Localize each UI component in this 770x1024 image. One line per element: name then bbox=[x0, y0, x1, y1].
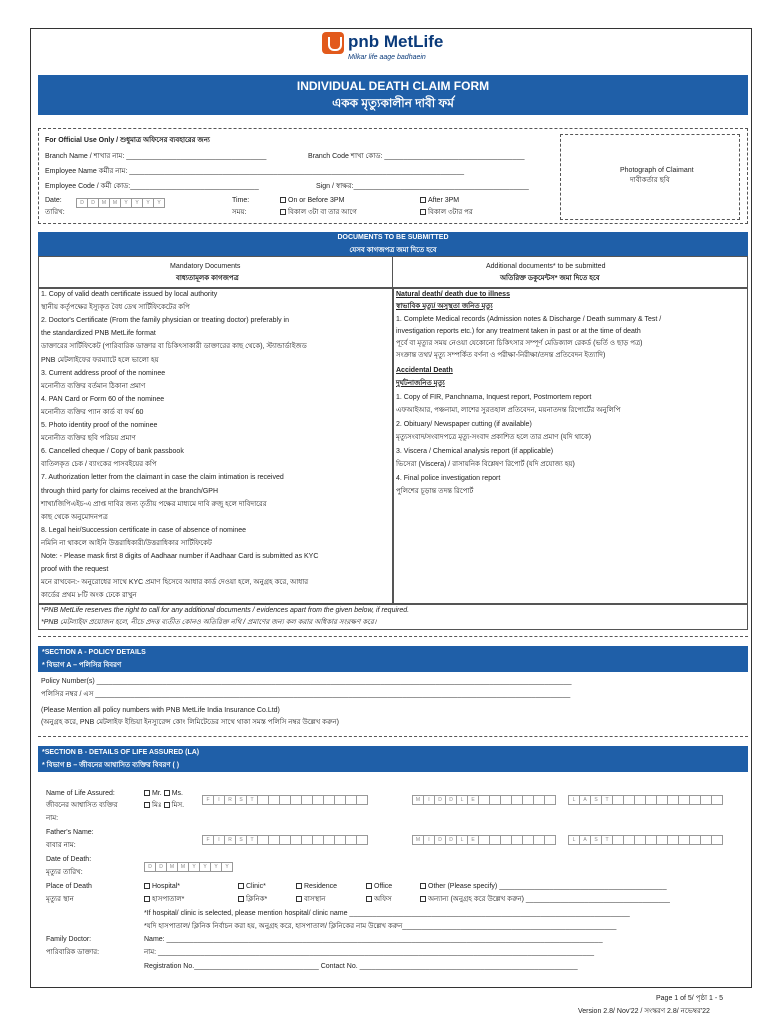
name-cell: S bbox=[590, 795, 602, 805]
father-name-label: Father's Name: bbox=[46, 829, 94, 836]
name-cell: L bbox=[568, 795, 580, 805]
natural-item-line: 1. Complete Medical records (Admission notes & Discharge / Death summary & Test / bbox=[396, 316, 662, 323]
brand-logo bbox=[322, 32, 462, 62]
name-cell: E bbox=[467, 835, 479, 845]
after-3pm-option[interactable]: After 3PM bbox=[420, 196, 459, 205]
mandatory-item-line: 5. Photo identity proof of the nominee bbox=[41, 422, 158, 429]
employee-code-field[interactable]: Employee Code / কর্মী কোড:_________________________________ bbox=[45, 183, 259, 190]
section-a-header: *SECTION A - POLICY DETAILS * বিভাগ A – পলিসির বিবরণ bbox=[38, 646, 748, 672]
name-cell: F bbox=[202, 795, 214, 805]
name-cell: A bbox=[579, 795, 591, 805]
accidental-item-line: এফআইআর, পঞ্চনামা, লাশের সুরতহাল প্রতিবেদন, ময়নাতদন্ত রিপোর্টের অনুলিপি bbox=[396, 407, 621, 414]
accidental-death-heading: Accidental Death bbox=[396, 367, 453, 374]
employee-name-field[interactable]: Employee Name কর্মীর নাম: ______________________________________________________________________________________ bbox=[45, 168, 465, 175]
accidental-item-line: পুলিশের চূড়ান্ত তদন্ত রিপোর্ট bbox=[396, 488, 474, 495]
natural-death-heading-bn: স্বাভাবিক মৃত্যু/ অসুস্থতা জনিত মৃত্যু bbox=[396, 303, 493, 310]
dod-label: Date of Death: bbox=[46, 856, 92, 863]
doctor-name-field-bn[interactable]: নাম: ________________________________________________________________________________________________________________ bbox=[144, 949, 595, 956]
name-cell: A bbox=[579, 835, 591, 845]
place-office[interactable]: Office bbox=[366, 882, 392, 891]
name-cell: R bbox=[224, 795, 236, 805]
place-office-bn[interactable]: অফিস bbox=[366, 895, 392, 904]
mandatory-item-line: মনে রাখবেন:- অনুরোধের সাথে KYC প্রমাণ হিসেবে আধার কার্ড দেওয়া হলে, অনুগ্রহ করে, আধার bbox=[41, 579, 309, 587]
policy-note-bn: (অনুগ্রহ করে, PNB মেটলাইফ ইন্ডিয়া ইনস্যুরেন্স কোং লিমিটেডের সাথে থাকা সমস্ত পলিসি নম্বর উল্লেখ করুন) bbox=[41, 719, 339, 726]
accidental-item-line: মৃত্যুসংবাদ/সংবাদপত্রে মৃত্যু-সংবাদ প্রকাশিত হলে তার প্রমাণ (যদি থাকে) bbox=[396, 434, 592, 441]
mandatory-item-line: proof with the request bbox=[41, 566, 109, 574]
father-last-name-cells[interactable] bbox=[568, 835, 722, 845]
mandatory-item-line: কার্ডের প্রথম ৮টি অংক ঢেকে রাখুন bbox=[41, 592, 137, 600]
mandatory-heading-bn: বাধ্যতামূলক কাগজপত্র bbox=[176, 275, 239, 282]
la-name-label-bn: জীবনের আশ্বাসিত ব্যক্তির bbox=[46, 802, 118, 809]
mandatory-item-line: শাখা/জিপিএইচ-এ প্রাপ্ত দাবির জন্য তৃতীয় পক্ষের মাধ্যমে দাবি রুজু হলে দাবিদারের bbox=[41, 500, 267, 508]
accidental-item-line: 3. Viscera / Chemical analysis report (if applicable) bbox=[396, 448, 554, 455]
name-cell: L bbox=[568, 835, 580, 845]
name-cell: L bbox=[456, 835, 468, 845]
name-cell: I bbox=[423, 795, 435, 805]
time-label-bn: সময়: bbox=[232, 209, 247, 216]
la-last-name-cells[interactable] bbox=[568, 795, 722, 805]
place-label: Place of Death bbox=[46, 883, 92, 890]
cut-line bbox=[38, 636, 748, 637]
natural-item-line: পূর্বে বা মৃত্যুর সময় নেওয়া যেকোনো চিকিৎসার সম্পূর্ণ মেডিক্যাল রেকর্ড (ভর্তি ও ছাড় পত্র) bbox=[396, 340, 643, 347]
name-cell: S bbox=[235, 835, 247, 845]
name-cell: D bbox=[445, 795, 457, 805]
mandatory-item-line: মনোনীত ব্যক্তির প্যান কার্ড বা ফর্ম 60 bbox=[41, 408, 144, 416]
photo-label: Photograph of Claimant bbox=[620, 167, 694, 174]
father-middle-name-cells[interactable] bbox=[412, 835, 555, 845]
name-cell bbox=[356, 795, 368, 805]
place-other[interactable]: Other (Please specify) ___________________________________________ bbox=[420, 882, 667, 891]
name-cell: I bbox=[423, 835, 435, 845]
branch-name-field[interactable]: Branch Name / শাখার নাম: ____________________________________ bbox=[45, 153, 267, 160]
title-mr-ms[interactable]: Mr. Ms. bbox=[144, 789, 183, 798]
reserve-note-bn: *PNB মেটলাইফ প্রয়োজন হলে, নীচে প্রদত্ত ব্যতীত কোনও অতিরিক্ত নথি / প্রমাণের জন্য কল করার অধিকার সংরক্ষণ করে। bbox=[41, 619, 377, 626]
before-3pm-option-bn[interactable]: বিকাল ৩টা বা তার আগে bbox=[280, 208, 357, 217]
name-cell: R bbox=[224, 835, 236, 845]
mandatory-item-line: 7. Authorization letter from the claimant in case the claim intimation is received bbox=[41, 474, 284, 482]
accidental-death-heading-bn: দুর্ঘটনাজনিত মৃত্যু bbox=[396, 380, 445, 387]
natural-death-heading: Natural death/ death due to illness bbox=[396, 291, 510, 298]
documents-divider bbox=[38, 256, 393, 288]
official-date-cells[interactable]: D D M M Y Y Y Y bbox=[76, 198, 164, 208]
date-label-bn: তারিখ: bbox=[45, 209, 65, 216]
accidental-item-line: 1. Copy of FIR, Panchnama, Inquest report, Postmortem report bbox=[396, 394, 592, 401]
name-cell: S bbox=[235, 795, 247, 805]
name-cell bbox=[544, 835, 556, 845]
accidental-item-line: ভিসেরা (Viscera) / রাসায়নিক বিশ্লেষণ রিপোর্ট (যদি প্রযোজ্য হয়) bbox=[396, 461, 575, 468]
mandatory-item-line: কাছ থেকে অনুমোদনপত্র bbox=[41, 513, 108, 521]
place-hospital[interactable]: Hospital* bbox=[144, 882, 180, 891]
place-other-bn[interactable]: অন্যান্য (অনুগ্রহ করে উল্লেখ করুন) _____________________________________ bbox=[420, 895, 670, 904]
name-cell: T bbox=[601, 795, 613, 805]
mandatory-item-line: বাতিলকৃত চেক / ব্যাংকের পাসবইয়ের কপি bbox=[41, 461, 157, 469]
name-cell: F bbox=[202, 835, 214, 845]
dod-label-bn: মৃত্যুর তারিখ: bbox=[46, 869, 83, 876]
date-label: Date: bbox=[45, 197, 62, 204]
page-number: Page 1 of 5/ পৃষ্ঠা 1 - 5 bbox=[656, 995, 723, 1002]
time-label: Time: bbox=[232, 197, 250, 204]
name-cell: D bbox=[434, 795, 446, 805]
name-cell bbox=[356, 835, 368, 845]
family-doctor-label-bn: পারিবারিক ডাক্তার: bbox=[46, 949, 100, 956]
before-3pm-option[interactable]: On or Before 3PM bbox=[280, 196, 344, 205]
hospital-name-field[interactable]: *If hospital/ clinic is selected, please mention hospital/ clinic name ________________________________________________________________________ bbox=[144, 910, 630, 917]
brand-name: pnb MetLife bbox=[348, 32, 444, 51]
pnb-logo-icon bbox=[322, 32, 344, 54]
place-hospital-bn[interactable]: হাসপাতাল* bbox=[144, 895, 184, 904]
accidental-item-line: 4. Final police investigation report bbox=[396, 475, 501, 482]
family-doctor-label: Family Doctor: bbox=[46, 936, 92, 943]
sign-field[interactable]: Sign / স্বাক্ষর:_____________________________________________ bbox=[316, 183, 529, 190]
form-title-bn: একক মৃত্যুকালীন দাবী ফর্ম bbox=[332, 96, 454, 110]
name-cell: T bbox=[246, 795, 258, 805]
registration-contact-field[interactable]: Registration No.________________________________ Contact No. ________________________________________________________ bbox=[144, 963, 578, 970]
name-cell bbox=[711, 835, 723, 845]
mandatory-item-line: ডাক্তারের সার্টিফিকেট (পারিবারিক ডাক্তার বা চিকিৎসাকারী ডাক্তারের কাছ থেকে), স্ট্যান্ডার্ডাইজড bbox=[41, 343, 307, 351]
hospital-name-field-bn[interactable]: *যদি হাসপাতাল/ ক্লিনিক নির্বাচন করা হয়, অনুগ্রহ করে, হাসপাতাল/ ক্লিনিকের নাম উল্লেখ করুন_______________________________________________________ bbox=[144, 923, 617, 930]
place-residence[interactable]: Residence bbox=[296, 882, 337, 891]
mandatory-item-line: Note: - Please mask first 8 digits of Aadhaar number if Aadhaar Card is submitted as KYC bbox=[41, 553, 319, 560]
mandatory-item-line: the standardized PNB MetLife format bbox=[41, 330, 156, 338]
section-b-header: *SECTION B - DETAILS OF LIFE ASSURED (LA) * বিভাগ B – জীবনের আশ্বাসিত ব্যক্তির বিবরণ ( ) bbox=[38, 746, 748, 772]
mandatory-item-line: স্থানীয় কর্তৃপক্ষের ইস্যুকৃত বৈধ ডেথ সার্টিফিকেটের কপি bbox=[41, 304, 190, 312]
additional-heading-bn: অতিরিক্ত ডকুমেন্টস* জমা দিতে হবে bbox=[500, 275, 600, 282]
place-label-bn: মৃত্যুর স্থান bbox=[46, 896, 74, 903]
accidental-item-line: 2. Obituary/ Newspaper cutting (if available) bbox=[396, 421, 532, 428]
father-name-label-bn: বাবার নাম: bbox=[46, 842, 76, 849]
mandatory-item-line: 4. PAN Card or Form 60 of the nominee bbox=[41, 395, 165, 403]
mandatory-item-line: through third party for claims received at the branch/GPH bbox=[41, 487, 219, 495]
brand-tagline: Milkar life aage badhaein bbox=[348, 54, 426, 61]
name-cell: E bbox=[467, 795, 479, 805]
doctor-name-field[interactable]: Name: ________________________________________________________________________________________________________________ bbox=[144, 936, 603, 943]
mandatory-item-line: PNB মেটলাইফের ফরম্যাটে হলে ভালো হয় bbox=[41, 356, 159, 364]
place-residence-bn[interactable]: বাসস্থান bbox=[296, 895, 325, 904]
mandatory-item-line: মনোনীত ব্যক্তির বর্তমান ঠিকানা প্রমাণ bbox=[41, 382, 146, 390]
place-clinic-bn[interactable]: ক্লিনিক* bbox=[238, 895, 267, 904]
mandatory-item-line: 3. Current address proof of the nominee bbox=[41, 369, 166, 377]
documents-header: DOCUMENTS TO BE SUBMITTED যেসব কাগজপত্র জমা দিতে হবে bbox=[38, 232, 748, 256]
form-title-bar bbox=[38, 75, 748, 115]
form-title: INDIVIDUAL DEATH CLAIM FORM bbox=[296, 79, 490, 93]
la-first-name-cells[interactable] bbox=[202, 795, 367, 805]
mandatory-item-line: 2. Doctor's Certificate (From the family physician or treating doctor) preferably in bbox=[41, 317, 289, 325]
version-text: Version 2.8/ Nov'22 / সংস্করণ 2.8/ নভেম্বর'22 bbox=[578, 1008, 710, 1015]
title-mr-ms-bn[interactable]: মিঃ মিস. bbox=[144, 801, 184, 810]
additional-heading: Additional documents* to be submitted bbox=[486, 263, 606, 270]
branch-code-field[interactable]: Branch Code শাখা কোড: ____________________________________ bbox=[308, 153, 525, 160]
name-cell: D bbox=[434, 835, 446, 845]
name-cell: I bbox=[213, 835, 225, 845]
official-heading: For Official Use Only / শুধুমাত্র অফিসের ব্যবহারের জন্য bbox=[45, 137, 210, 144]
mandatory-item-line: মনোনীত ব্যক্তির ছবি পরিচয় প্রমাণ bbox=[41, 435, 136, 443]
name-cell: L bbox=[456, 795, 468, 805]
reserve-note: *PNB MetLife reserves the right to call for any additional documents / evidences apart from the given below, if required. bbox=[41, 607, 410, 614]
natural-item-line: সংক্রান্ত তথ্য/ মৃত্যু সম্পর্কিত বর্ণনা ও পরীক্ষা-নিরীক্ষা/তদন্ত প্রতিবেদন ইত্যাদি) bbox=[396, 352, 606, 359]
dod-cells[interactable]: D D M M Y Y Y Y bbox=[144, 862, 232, 872]
name-cell: T bbox=[601, 835, 613, 845]
la-middle-name-cells[interactable] bbox=[412, 795, 555, 805]
policy-note: (Please Mention all policy numbers with PNB MetLife India Insurance Co.Ltd) bbox=[41, 707, 280, 714]
place-clinic[interactable]: Clinic* bbox=[238, 882, 266, 891]
name-cell: M bbox=[412, 835, 424, 845]
policy-number-field[interactable]: Policy Number(s) __________________________________________________________________________________________________________________________ bbox=[41, 678, 572, 685]
la-name-label-bn2: নাম: bbox=[46, 815, 59, 822]
mandatory-heading: Mandatory Documents bbox=[170, 263, 241, 270]
name-cell bbox=[711, 795, 723, 805]
name-cell: D bbox=[445, 835, 457, 845]
name-cell: S bbox=[590, 835, 602, 845]
name-cell: M bbox=[412, 795, 424, 805]
photo-label-bn: দাবীকর্তার ছবি bbox=[630, 177, 670, 184]
name-cell: T bbox=[246, 835, 258, 845]
cut-line bbox=[38, 736, 748, 737]
mandatory-item-line: 6. Cancelled cheque / Copy of bank passbook bbox=[41, 448, 184, 456]
mandatory-item-line: নমিনি না থাকলে আইনি উত্তরাধিকারী/উত্তরাধিকার সার্টিফিকেট bbox=[41, 539, 212, 547]
mandatory-item-line: 1. Copy of valid death certificate issued by local authority bbox=[41, 291, 218, 298]
la-name-label: Name of Life Assured: bbox=[46, 790, 115, 797]
after-3pm-option-bn[interactable]: বিকাল ৩টার পর bbox=[420, 208, 473, 217]
father-first-name-cells[interactable] bbox=[202, 835, 367, 845]
name-cell bbox=[544, 795, 556, 805]
mandatory-item-line: 8. Legal heir/Succession certificate in case of absence of nominee bbox=[41, 526, 247, 534]
name-cell: I bbox=[213, 795, 225, 805]
natural-item-line: investigation reports etc.) for any treatment taken in past or at the time of death bbox=[396, 328, 641, 335]
policy-number-field-bn[interactable]: পলিসির নম্বর / এস __________________________________________________________________________________________________________________________ bbox=[41, 691, 571, 698]
